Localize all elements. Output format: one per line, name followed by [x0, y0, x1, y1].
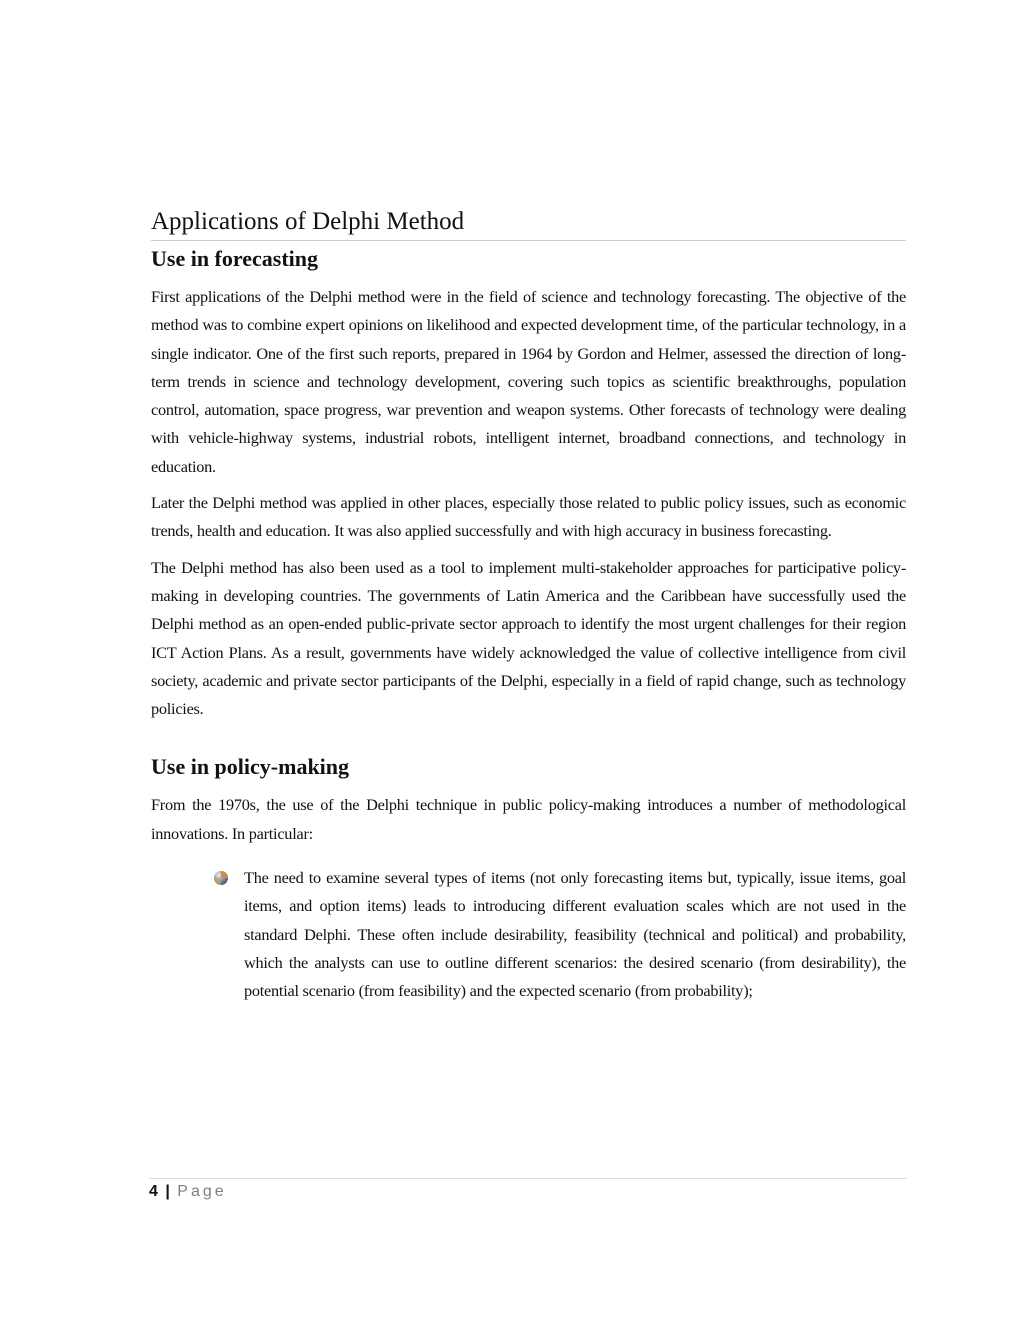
paragraph-forecasting-3: The Delphi method has also been used as a tool to implement multi-stakeholder approaches for participative policy-making in developing countries. The governments of Latin America and the Caribbean have successfully used the Delphi method as an open-ended public-private sector approach to identify the most urgent challenges for their region ICT Action Plans. As a result, governments have widely acknowledged the value of collective intelligence from civil society, academic and private sector participants of the Delphi, especially in a field of rapid change, such as technology policies. [151, 557, 906, 719]
section-heading-policy-making: Use in policy-making [151, 754, 350, 780]
section-heading-forecasting: Use in forecasting [151, 246, 319, 271]
bullet-text: The need to examine several types of items (not only forecasting items but, typically, issue items, goal items, and option items) leads to introducing different evaluation scales which are not used in the standard Delphi. These often include desirability, feasibility (technical and political) and probability, which the analysts can use to outline different scenarios: the desired scenario (from desirability), the potential scenario (from feasibility) and the expected scenario (from probability); [244, 868, 906, 1001]
page-number: 4 [149, 1183, 158, 1200]
list-item [211, 864, 906, 1005]
paragraph-forecasting-1: First applications of the Delphi method were in the field of science and technology forecasting. The objective of the method was to combine expert opinions on likelihood and expected development time, of the particular technology, in a single indicator. One of the first such reports, prepared in 1964 by Gordon and Helmer, assessed the direction of long-term trends in science and technology development, covering such topics as scientific breakthroughs, population control, automation, space progress, war prevention and weapon systems. Other forecasts of technology were dealing with vehicle-highway systems, industrial robots, intelligent internet, broadband connections, and technology in education. [151, 287, 906, 476]
page-footer [149, 1178, 907, 1202]
page-title: Applications of Delphi Method [151, 206, 906, 241]
bullet-list [151, 864, 906, 1005]
document-page [151, 206, 906, 1006]
page-label: Page [177, 1183, 227, 1200]
globe-bullet-icon [213, 870, 229, 886]
paragraph-forecasting-2: Later the Delphi method was applied in other places, especially those related to public policy issues, such as economic trends, health and education. It was also applied successfully and with high accuracy in business forecasting. [151, 493, 906, 541]
paragraph-policy-intro: From the 1970s, the use of the Delphi technique in public policy-making introduces a number of methodological innovations. In particular: [151, 795, 906, 843]
footer-separator: | [165, 1183, 170, 1200]
